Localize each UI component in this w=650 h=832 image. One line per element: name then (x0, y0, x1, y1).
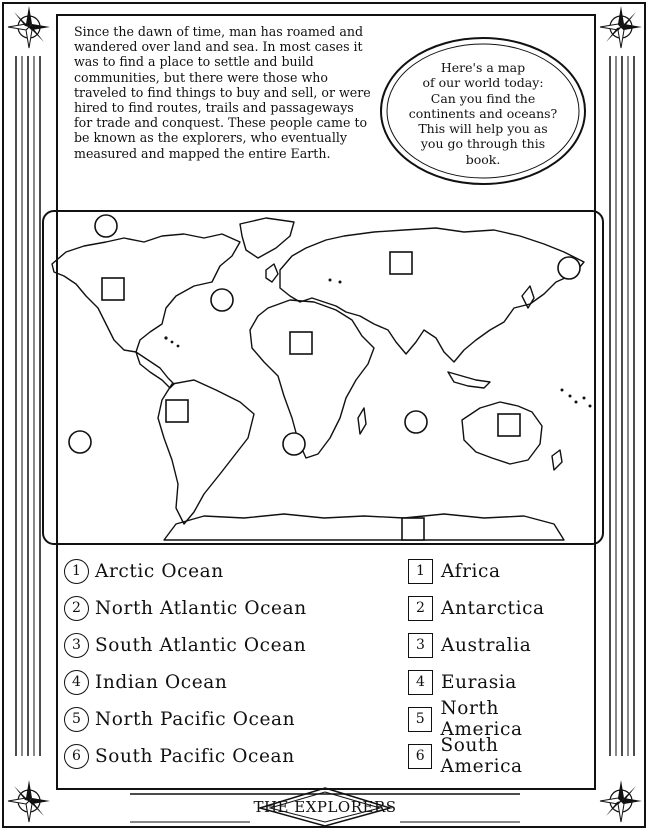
callout-line: Here's a map (440, 60, 526, 75)
world-map (42, 210, 604, 545)
continent-label: Eurasia (441, 671, 517, 693)
ocean-label: Indian Ocean (95, 671, 228, 693)
continent-label: Africa (441, 560, 501, 582)
africa-outline (250, 300, 374, 458)
antarctica-outline (164, 514, 564, 540)
continent-marker-square (390, 252, 412, 274)
continent-marker-square (290, 332, 312, 354)
map-legend (64, 556, 584, 776)
ocean-label: South Atlantic Ocean (95, 634, 307, 656)
continent-legend-row (408, 698, 584, 740)
callout-line: This will help you as (418, 121, 548, 137)
ocean-number-circle: 6 (64, 744, 89, 769)
continent-marker-square (402, 518, 424, 540)
world-map-outline (44, 212, 602, 543)
ocean-legend-row (64, 704, 295, 734)
continent-number-square: 2 (408, 596, 433, 621)
ocean-number-circle: 2 (64, 596, 89, 621)
continent-legend-row (408, 667, 517, 697)
callout-text (378, 60, 588, 167)
callout-line: of our world today: (422, 75, 544, 91)
ocean-legend-row (64, 556, 224, 586)
callout-oval (378, 35, 588, 187)
new-zealand-outline (552, 450, 562, 470)
callout-line: continents and oceans? (408, 105, 558, 121)
continent-number-square: 4 (408, 670, 433, 695)
ocean-label: North Pacific Ocean (95, 708, 296, 730)
continent-marker-square (166, 400, 188, 422)
indonesia-outline (448, 372, 490, 388)
compass-rose-icon (598, 4, 644, 50)
callout-line: you go through this (420, 136, 546, 152)
continent-legend-row (408, 630, 531, 660)
ocean-label: North Atlantic Ocean (95, 597, 307, 619)
continent-marker-square (498, 414, 520, 436)
continent-number-square: 6 (408, 744, 432, 769)
uk-outline (266, 264, 278, 282)
continent-number-square: 3 (408, 633, 433, 658)
ocean-number-circle: 4 (64, 670, 89, 695)
continent-label: South America (440, 735, 523, 777)
eurasia-outline (280, 228, 584, 362)
greenland-outline (240, 218, 294, 258)
compass-rose-icon (6, 778, 52, 824)
central-america-outline (136, 352, 174, 388)
ocean-label: Arctic Ocean (95, 560, 224, 582)
ocean-marker-circle (95, 215, 117, 237)
continent-legend-row (408, 556, 501, 586)
continent-number-square: 1 (408, 559, 433, 584)
compass-rose-icon (598, 778, 644, 824)
continent-legend-row (408, 735, 584, 777)
ocean-number-circle: 5 (64, 707, 89, 732)
ocean-legend-row (64, 593, 307, 623)
footer-title: THE EXPLORERS (253, 798, 397, 816)
ocean-number-circle: 3 (64, 633, 89, 658)
ocean-marker-circle (69, 431, 91, 453)
ocean-marker-circle (558, 257, 580, 279)
continent-number-square: 5 (408, 707, 432, 732)
ocean-legend-row (64, 741, 295, 771)
madagascar-outline (358, 408, 366, 434)
continent-label: Australia (441, 634, 532, 656)
callout-line: Can you find the (430, 90, 536, 106)
continent-marker-square (102, 278, 124, 300)
callout-line: book. (465, 151, 501, 167)
left-border-rail (10, 56, 46, 756)
north-america-outline (52, 234, 240, 352)
right-border-rail (604, 56, 640, 756)
ocean-label: South Pacific Ocean (95, 745, 295, 767)
continent-label: North America (440, 698, 523, 740)
ocean-legend-row (64, 667, 227, 697)
intro-paragraph: Since the dawn of time, man has roamed and wandered over land and sea. In most cases it was to find a place to settle and build communities, but there were those who traveled to find things to buy and sell, or were hired to find routes, trails and passageways for trade and conquest. These people came to be known as the explorers, who eventually measured and mapped the entire Earth. (74, 24, 371, 161)
continent-legend-row (408, 593, 545, 623)
continent-label: Antarctica (441, 597, 545, 619)
ocean-marker-circle (211, 289, 233, 311)
ocean-marker-circle (283, 433, 305, 455)
compass-rose-icon (6, 4, 52, 50)
ocean-number-circle: 1 (64, 559, 89, 584)
ocean-marker-circle (405, 411, 427, 433)
ocean-legend-row (64, 630, 306, 660)
